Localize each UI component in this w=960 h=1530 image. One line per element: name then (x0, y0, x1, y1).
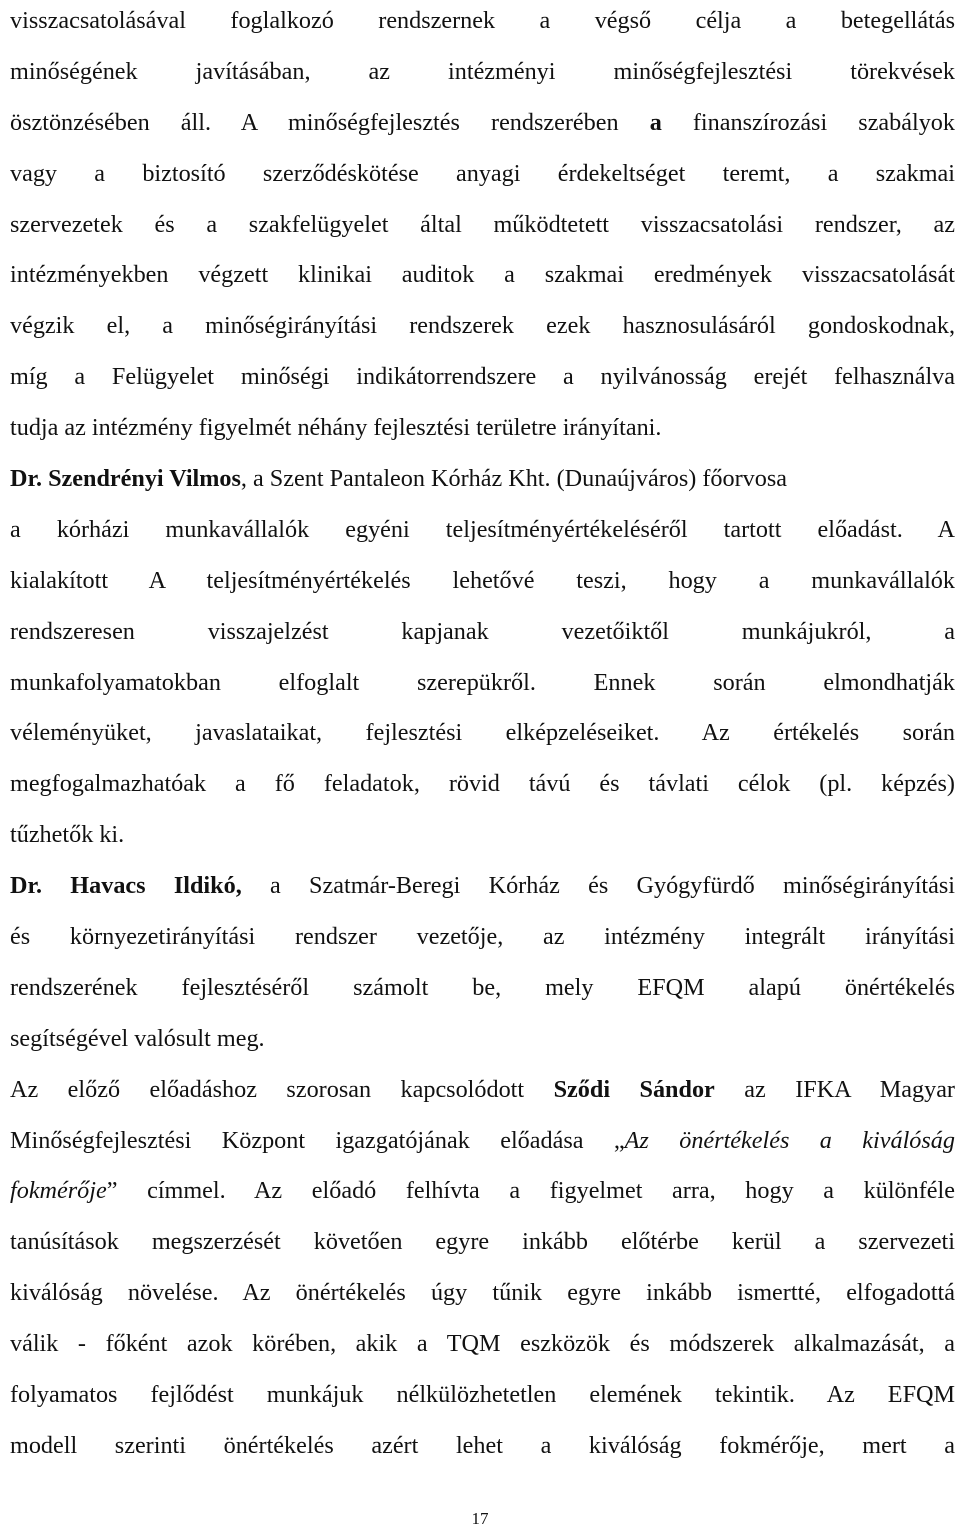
text-segment: , a Szent Pantaleon Kórház Kht. (Dunaújváros) főorvosa (240, 465, 787, 493)
text-segment: megfogalmazhatóak a fő feladatok, rövid távú és távlati célok (pl. képzés) (10, 770, 955, 798)
text-line (10, 204, 955, 255)
document-page (10, 0, 955, 1476)
body-text (10, 0, 955, 1476)
text-line (10, 1425, 955, 1476)
text-segment: véleményüket, javaslataikat, fejlesztési elképzeléseiket. Az értékelés során (10, 719, 955, 747)
text-line (10, 51, 955, 102)
text-line (10, 916, 955, 967)
text-line (10, 1170, 955, 1221)
page-number: 17 (471, 1509, 489, 1528)
text-segment: Az előző előadáshoz szorosan kapcsolódott (10, 1075, 554, 1103)
text-segment: és környezetirányítási rendszer vezetője, az intézmény integrált irányítási (10, 923, 955, 951)
text-line (10, 1120, 955, 1171)
text-segment: finanszírozási szabályok (661, 108, 955, 136)
text-segment: a kórházi munkavállalók egyéni teljesítményértékeléséről tartott előadást. A (10, 515, 955, 543)
text-line (10, 814, 955, 865)
text-line (10, 1018, 955, 1069)
text-segment: végzik el, a minőségirányítási rendszerek ezek hasznosulásáról gondoskodnak, (10, 312, 955, 340)
text-line (10, 1323, 955, 1374)
bold-text: a (649, 108, 662, 136)
text-line (10, 407, 955, 458)
bold-text: Sződi Sándor (553, 1075, 715, 1103)
text-segment: ösztönzésében áll. A minőségfejlesztés rendszerében (10, 108, 650, 136)
text-segment: modell szerinti önértékelés azért lehet a kiválóság fokmérője, mert a (10, 1431, 955, 1459)
text-segment: intézményekben végzett klinikai auditok a szakmai eredmények visszacsatolását (10, 261, 955, 289)
text-line (10, 611, 955, 662)
text-line (10, 305, 955, 356)
text-segment: míg a Felügyelet minőségi indikátorrendszere a nyilvánosság erejét felhasználva (10, 363, 955, 391)
text-segment: az IFKA Magyar (714, 1075, 955, 1103)
text-line (10, 356, 955, 407)
text-segment: tűzhetők ki. (10, 821, 125, 849)
text-line (10, 0, 955, 51)
text-segment: ” címmel. Az előadó felhívta a figyelmet arra, hogy a különféle (106, 1177, 955, 1205)
text-line (10, 1069, 955, 1120)
text-segment: vagy a biztosító szerződéskötése anyagi érdekeltséget teremt, a szakmai (10, 159, 955, 187)
text-segment: visszacsatolásával foglalkozó rendszernek a végső célja a betegellátás (10, 7, 955, 34)
text-segment: Minőségfejlesztési Központ igazgatójának előadása „ (10, 1126, 625, 1154)
text-segment: tanúsítások megszerzését követően egyre inkább előtérbe kerül a szervezeti (10, 1228, 955, 1256)
text-line (10, 967, 955, 1018)
text-segment: munkafolyamatokban elfoglalt szerepükről. Ennek során elmondhatják (10, 668, 955, 696)
text-segment: kialakított A teljesítményértékelés lehetővé teszi, hogy a munkavállalók (10, 566, 955, 594)
text-segment: minőségének javításában, az intézményi minőségfejlesztési törekvések (10, 57, 955, 85)
bold-text: Dr. Havacs Ildikó, (10, 872, 242, 900)
text-line (10, 509, 955, 560)
text-line (10, 712, 955, 763)
italic-text: Az önértékelés a kiválóság (624, 1126, 955, 1154)
text-line (10, 560, 955, 611)
text-line (10, 102, 955, 153)
text-segment: folyamatos fejlődést munkájuk nélkülözhetetlen elemének tekintik. Az EFQM (10, 1381, 955, 1409)
bold-text: Dr. Szendrényi Vilmos (10, 465, 241, 493)
text-segment: válik - főként azok körében, akik a TQM eszközök és módszerek alkalmazását, a (10, 1330, 955, 1358)
text-line (10, 458, 955, 509)
text-segment: a Szatmár-Beregi Kórház és Gyógyfürdő minőségirányítási (241, 872, 956, 900)
text-line (10, 763, 955, 814)
text-line (10, 1272, 955, 1323)
text-segment: kiválóság növelése. Az önértékelés úgy tűnik egyre inkább ismertté, elfogadottá (10, 1279, 955, 1307)
text-line (10, 1374, 955, 1425)
text-segment: segítségével valósult meg. (10, 1024, 265, 1052)
text-segment: tudja az intézmény figyelmét néhány fejlesztési területre irányítani. (10, 414, 662, 442)
text-segment: rendszeresen visszajelzést kapjanak vezetőiktől munkájukról, a (10, 617, 955, 645)
text-line (10, 662, 955, 713)
text-segment: szervezetek és a szakfelügyelet által működtetett visszacsatolási rendszer, az (10, 210, 955, 238)
italic-text: fokmérője (10, 1177, 107, 1205)
text-line (10, 153, 955, 204)
text-segment: rendszerének fejlesztéséről számolt be, mely EFQM alapú önértékelés (10, 973, 955, 1001)
text-line (10, 254, 955, 305)
text-line (10, 1221, 955, 1272)
text-line (10, 865, 955, 916)
